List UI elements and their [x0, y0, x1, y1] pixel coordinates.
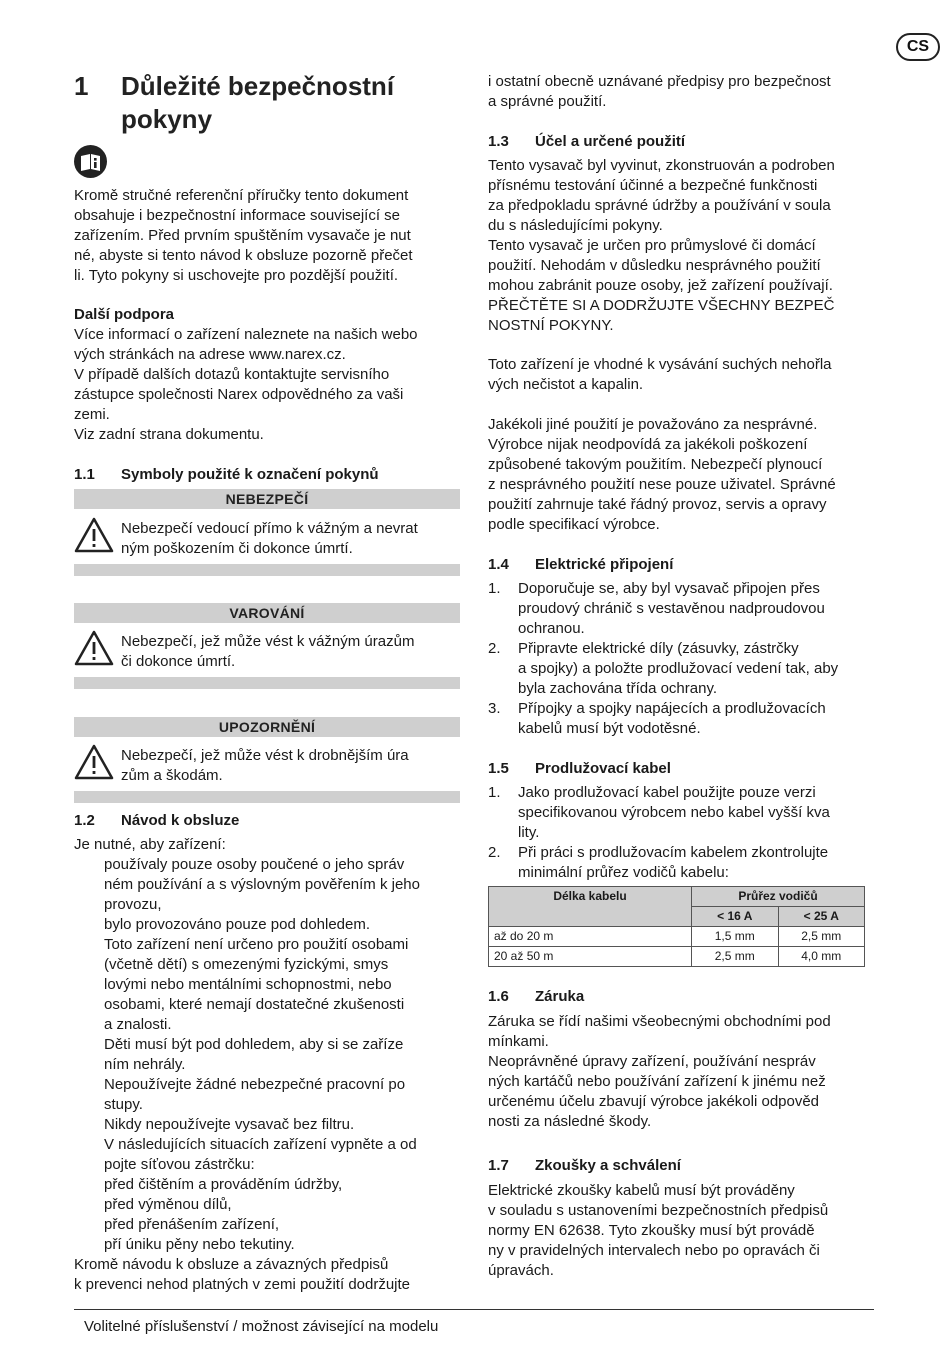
language-badge: CS: [896, 33, 940, 61]
cable-table-wrapper: [488, 886, 874, 967]
warning-bottom-bar: [74, 677, 460, 689]
list-item: 1. Doporučuje se, aby byl vysavač připojen přes proudový chránič s vestavěnou nadproudovou ochranou.: [488, 580, 825, 637]
electrical-connection-list: [488, 579, 874, 739]
support-paragraph: Více informací o zařízení naleznete na našich webo vých stránkách na adrese www.narex.cz. V případě dalších dotazů kontaktujte servisního zástupce společnosti Narex odpovědného za vaši zemi. Viz zadní strana dokumentu.: [74, 326, 418, 443]
footer-note: Volitelné příslušenství / možnost závisející na modelu: [84, 1318, 439, 1335]
table-header-cross-section: Průřez vodičů: [692, 887, 865, 907]
caution-notice: Nebezpečí, jež může vést k drobnějším úra zům a škodám.: [74, 744, 460, 784]
list-item: 1. Jako prodlužovací kabel použijte pouze verzi specifikovanou výrobcem nebo kabel vyšší kva lity.: [488, 784, 830, 841]
caution-bottom-bar: [74, 791, 460, 803]
warning-label-bar: VAROVÁNÍ: [74, 603, 460, 623]
cable-cross-section-table: [488, 886, 865, 967]
warning-notice: Nebezpečí, jež může vést k vážným úrazům či dokonce úmrtí.: [74, 630, 460, 670]
suitability-paragraph: Toto zařízení je vhodné k vysávání suchých nehořla vých nečistot a kapalin.: [488, 356, 832, 393]
intro-paragraph: Kromě stručné referenční příručky tento dokument obsahuje i bezpečnostní informace související se zařízením. Před prvním spuštěním vysavače je nut né, abyste si tento návod k obsluze pozorně přečet li. Tyto pokyny si uschovejte pro pozdější použití.: [74, 187, 413, 284]
table-header-length: Délka kabelu: [489, 887, 692, 927]
danger-label-bar: NEBEZPEČÍ: [74, 489, 460, 509]
intended-use-paragraph: Tento vysavač byl vyvinut, zkonstruován a podroben přísnému testování účinné a bezpečné funkčnosti za předpokladu správné údržby a používání v soula du s následujícími pokyny. Tento vysavač je určen pro průmyslové či domácí použití. Nehodám v důsledku nesprávného použití mohou zabránit pouze osoby, jež zařízení používají. PŘEČTĚTE SI A DODRŽUJTE VŠECHNY BEZPEČ NOSTNÍ POKYNY.: [488, 157, 835, 334]
caution-label-bar: UPOZORNĚNÍ: [74, 717, 460, 737]
warning-triangle-icon: [74, 630, 114, 666]
table-header-25a: < 25 A: [778, 907, 865, 927]
operating-instructions: Je nutné, aby zařízení: používaly pouze osoby poučené o jeho správ ném používání a s výslovným pověřením k jeho provozu, bylo provozováno pouze pod dohledem. Toto zařízení není určeno pro použití osobami (včetně dětí) s omezenými fyzickými, smys lovými nebo mentálními schopnostmi, nebo osobami, které nemají dostatečné zkušenosti a znalosti. Děti musí být pod dohledem, aby si se zaříze ním nehrály. Nepoužívejte žádné nebezpečné pracovní po stupy. Nikdy nepoužívejte vysavač bez filtru. V následujících situacích zařízení vypněte a od pojte síťovou zástrčku: před čištěním a prováděním údržby, před výměnou dílů, před přenášením zařízení, pří úniku pěny nebo tekutiny. Kromě návodu k obsluze a závazných předpisů k prevenci nehod platných v zemi použití dodržujte: [74, 836, 420, 1293]
warning-triangle-icon: [74, 517, 114, 553]
table-row: až do 20 m 1,5 mm 2,5 mm: [489, 927, 865, 947]
warranty-paragraph: Záruka se řídí našimi všeobecnými obchodními pod mínkami. Neoprávněné úpravy zařízení, používání nespráv ných kartáčů nebo používání zařízení k jinému než určenému účelu zbavují výrobce jakékoli odpověd nosti za následné škody.: [488, 1013, 831, 1130]
list-item: 3. Přípojky a spojky napájecích a prodlužovacích kabelů musí být vodotěsné.: [488, 700, 826, 737]
footer-divider: [74, 1309, 874, 1310]
table-row: 20 až 50 m 2,5 mm 4,0 mm: [489, 947, 865, 967]
list-item: 2. Připravte elektrické díly (zásuvky, zástrčky a spojky) a položte prodlužovací vedení tak, aby byla zachována třída ochrany.: [488, 640, 839, 697]
list-item: 2. Při práci s prodlužovacím kabelem zkontrolujte minimální průřez vodičů kabelu:: [488, 844, 829, 881]
misuse-paragraph: Jakékoli jiné použití je považováno za nesprávné. Výrobce nijak neodpovídá za jakékoli poškození způsobené takovým použitím. Nebezpečí plynoucí z nesprávného použití nese pouze uživatel. Správné použití zahrnuje také řádný provoz, servis a opravy podle specifikací výrobce.: [488, 416, 836, 533]
warning-triangle-icon: [74, 744, 114, 780]
tests-paragraph: Elektrické zkoušky kabelů musí být prováděny v souladu s ustanoveními bezpečnostních předpisů normy EN 62638. Tyto zkoušky musí být provádě ny v pravidelných intervalech nebo po opravách či úpravách.: [488, 1182, 829, 1279]
support-heading: Další podpora: [74, 306, 175, 323]
danger-notice: Nebezpečí vedoucí přímo k vážným a nevrat ným poškozením či dokonce úmrtí.: [74, 517, 460, 557]
continued-paragraph: i ostatní obecně uznávané předpisy pro bezpečnost a správné použití.: [488, 73, 831, 110]
extension-cable-list: [488, 783, 874, 883]
manual-book-icon: [74, 145, 107, 178]
table-header-16a: < 16 A: [692, 907, 779, 927]
danger-bottom-bar: [74, 564, 460, 576]
